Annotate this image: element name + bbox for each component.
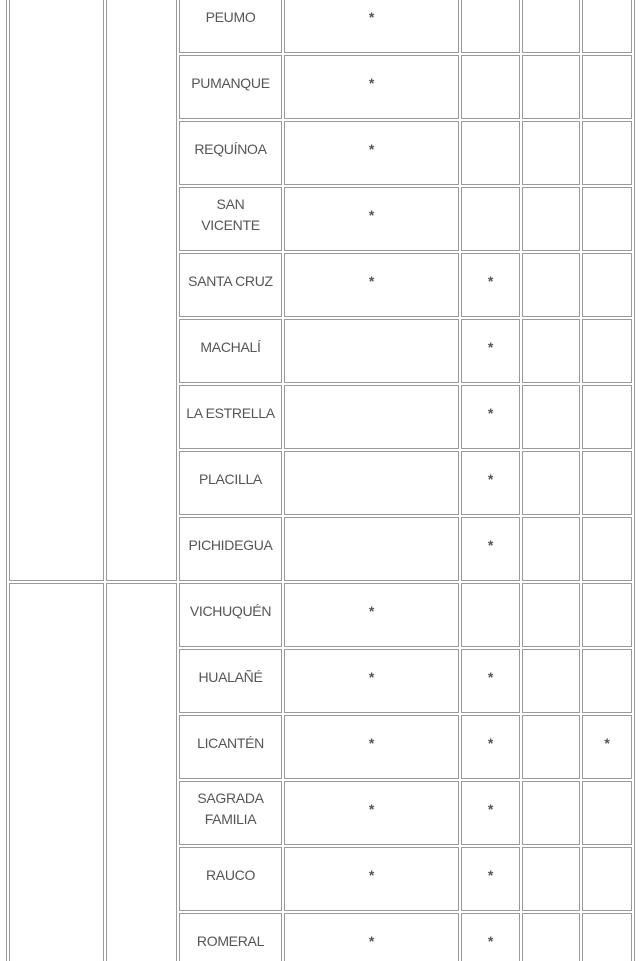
comuna-name: PLACILLA — [199, 470, 262, 487]
mark-cell-col3 — [522, 121, 580, 185]
comuna-name: RAUCO — [205, 866, 256, 883]
mark-cell-col4 — [582, 715, 632, 779]
mark-cell-col2 — [461, 187, 520, 251]
comuna-name: PICHIDEGUA — [188, 536, 273, 553]
comuna-name-cell — [179, 649, 282, 713]
mark-cell-col4 — [582, 847, 632, 911]
mark-cell-col3 — [522, 517, 580, 581]
asterisk-mark: * — [487, 536, 494, 553]
mark-cell-col4 — [582, 781, 632, 845]
table-row — [9, 583, 632, 647]
mark-cell-col1 — [284, 187, 459, 251]
mark-cell-col2 — [461, 517, 520, 581]
mark-cell-col3 — [522, 781, 580, 845]
asterisk-mark: * — [487, 800, 494, 817]
mark-cell-col2 — [461, 385, 520, 449]
mark-cell-col2 — [461, 847, 520, 911]
mark-cell-col1 — [284, 385, 459, 449]
mark-cell-col1 — [284, 847, 459, 911]
mark-cell-col3 — [522, 583, 580, 647]
mark-cell-col2 — [461, 319, 520, 383]
asterisk-mark: * — [368, 866, 375, 883]
comuna-name: PEUMO — [205, 8, 256, 25]
comuna-name: PUMANQUE — [191, 74, 270, 91]
mark-cell-col4 — [582, 319, 632, 383]
asterisk-mark: * — [368, 800, 375, 817]
mark-cell-col3 — [522, 913, 580, 961]
comuna-name: VICHUQUÉN — [189, 602, 272, 619]
asterisk-mark: * — [368, 932, 375, 949]
asterisk-mark: * — [368, 734, 375, 751]
comuna-name: HUALAÑÉ — [198, 668, 263, 685]
mark-cell-col2 — [461, 55, 520, 119]
mark-cell-col1 — [284, 715, 459, 779]
comuna-name-cell — [179, 55, 282, 119]
asterisk-mark: * — [487, 470, 494, 487]
mark-cell-col1 — [284, 649, 459, 713]
comuna-name-cell — [179, 517, 282, 581]
mark-cell-col1 — [284, 0, 459, 53]
mark-cell-col4 — [582, 0, 632, 53]
comunas-table — [6, 0, 635, 961]
comuna-name-cell — [179, 187, 282, 251]
mark-cell-col4 — [582, 913, 632, 961]
comuna-name: LA ESTRELLA — [186, 404, 275, 421]
asterisk-mark: * — [487, 668, 494, 685]
mark-cell-col4 — [582, 121, 632, 185]
mark-cell-col4 — [582, 583, 632, 647]
mark-cell-col2 — [461, 715, 520, 779]
asterisk-mark: * — [487, 734, 494, 751]
mark-cell-col1 — [284, 319, 459, 383]
mark-cell-col2 — [461, 121, 520, 185]
asterisk-mark: * — [487, 404, 494, 421]
comuna-name-cell — [179, 847, 282, 911]
comuna-name: SANTA CRUZ — [188, 272, 273, 289]
asterisk-mark: * — [368, 272, 375, 289]
mark-cell-col4 — [582, 55, 632, 119]
mark-cell-col4 — [582, 451, 632, 515]
asterisk-mark: * — [604, 734, 610, 751]
asterisk-mark: * — [368, 74, 375, 91]
asterisk-mark: * — [487, 866, 494, 883]
mark-cell-col2 — [461, 649, 520, 713]
comuna-name: SAGRADA FAMILIA — [197, 790, 264, 827]
mark-cell-col3 — [522, 649, 580, 713]
region-cell — [9, 583, 104, 961]
comuna-name: MACHALÍ — [200, 338, 261, 355]
comuna-name-cell — [179, 781, 282, 845]
mark-cell-col1 — [284, 451, 459, 515]
comuna-name-cell — [179, 385, 282, 449]
mark-cell-col1 — [284, 55, 459, 119]
mark-cell-col1 — [284, 517, 459, 581]
mark-cell-col3 — [522, 385, 580, 449]
comuna-name-cell — [179, 121, 282, 185]
mark-cell-col2 — [461, 913, 520, 961]
asterisk-mark: * — [487, 932, 494, 949]
asterisk-mark: * — [368, 140, 375, 157]
mark-cell-col3 — [522, 187, 580, 251]
mark-cell-col4 — [582, 253, 632, 317]
mark-cell-col4 — [582, 517, 632, 581]
mark-cell-col3 — [522, 319, 580, 383]
comuna-name-cell — [179, 913, 282, 961]
mark-cell-col1 — [284, 121, 459, 185]
asterisk-mark: * — [368, 206, 375, 223]
table-row — [9, 0, 632, 53]
comuna-name-cell — [179, 0, 282, 53]
mark-cell-col3 — [522, 847, 580, 911]
mark-cell-col3 — [522, 0, 580, 53]
mark-cell-col3 — [522, 451, 580, 515]
mark-cell-col4 — [582, 187, 632, 251]
mark-cell-col3 — [522, 55, 580, 119]
mark-cell-col1 — [284, 583, 459, 647]
comuna-name-cell — [179, 253, 282, 317]
mark-cell-col3 — [522, 715, 580, 779]
mark-cell-col1 — [284, 253, 459, 317]
asterisk-mark: * — [368, 668, 375, 685]
mark-cell-col2 — [461, 781, 520, 845]
asterisk-mark: * — [487, 272, 494, 289]
province-cell — [106, 583, 177, 961]
mark-cell-col4 — [582, 649, 632, 713]
comuna-name-cell — [179, 319, 282, 383]
comuna-name-cell — [179, 451, 282, 515]
asterisk-mark: * — [487, 338, 494, 355]
comuna-name: LICANTÉN — [197, 734, 264, 751]
mark-cell-col3 — [522, 253, 580, 317]
province-cell — [106, 0, 177, 581]
asterisk-mark: * — [368, 8, 375, 25]
mark-cell-col2 — [461, 253, 520, 317]
comuna-name: SAN VICENTE — [201, 196, 260, 233]
comuna-name: REQUÍNOA — [194, 140, 267, 157]
comuna-name: ROMERAL — [196, 932, 265, 949]
mark-cell-col2 — [461, 0, 520, 53]
mark-cell-col2 — [461, 451, 520, 515]
comuna-name-cell — [179, 583, 282, 647]
comuna-name-cell — [179, 715, 282, 779]
mark-cell-col1 — [284, 913, 459, 961]
mark-cell-col4 — [582, 385, 632, 449]
mark-cell-col2 — [461, 583, 520, 647]
mark-cell-col1 — [284, 781, 459, 845]
asterisk-mark: * — [368, 602, 375, 619]
region-cell — [9, 0, 104, 581]
table-body — [9, 0, 632, 961]
